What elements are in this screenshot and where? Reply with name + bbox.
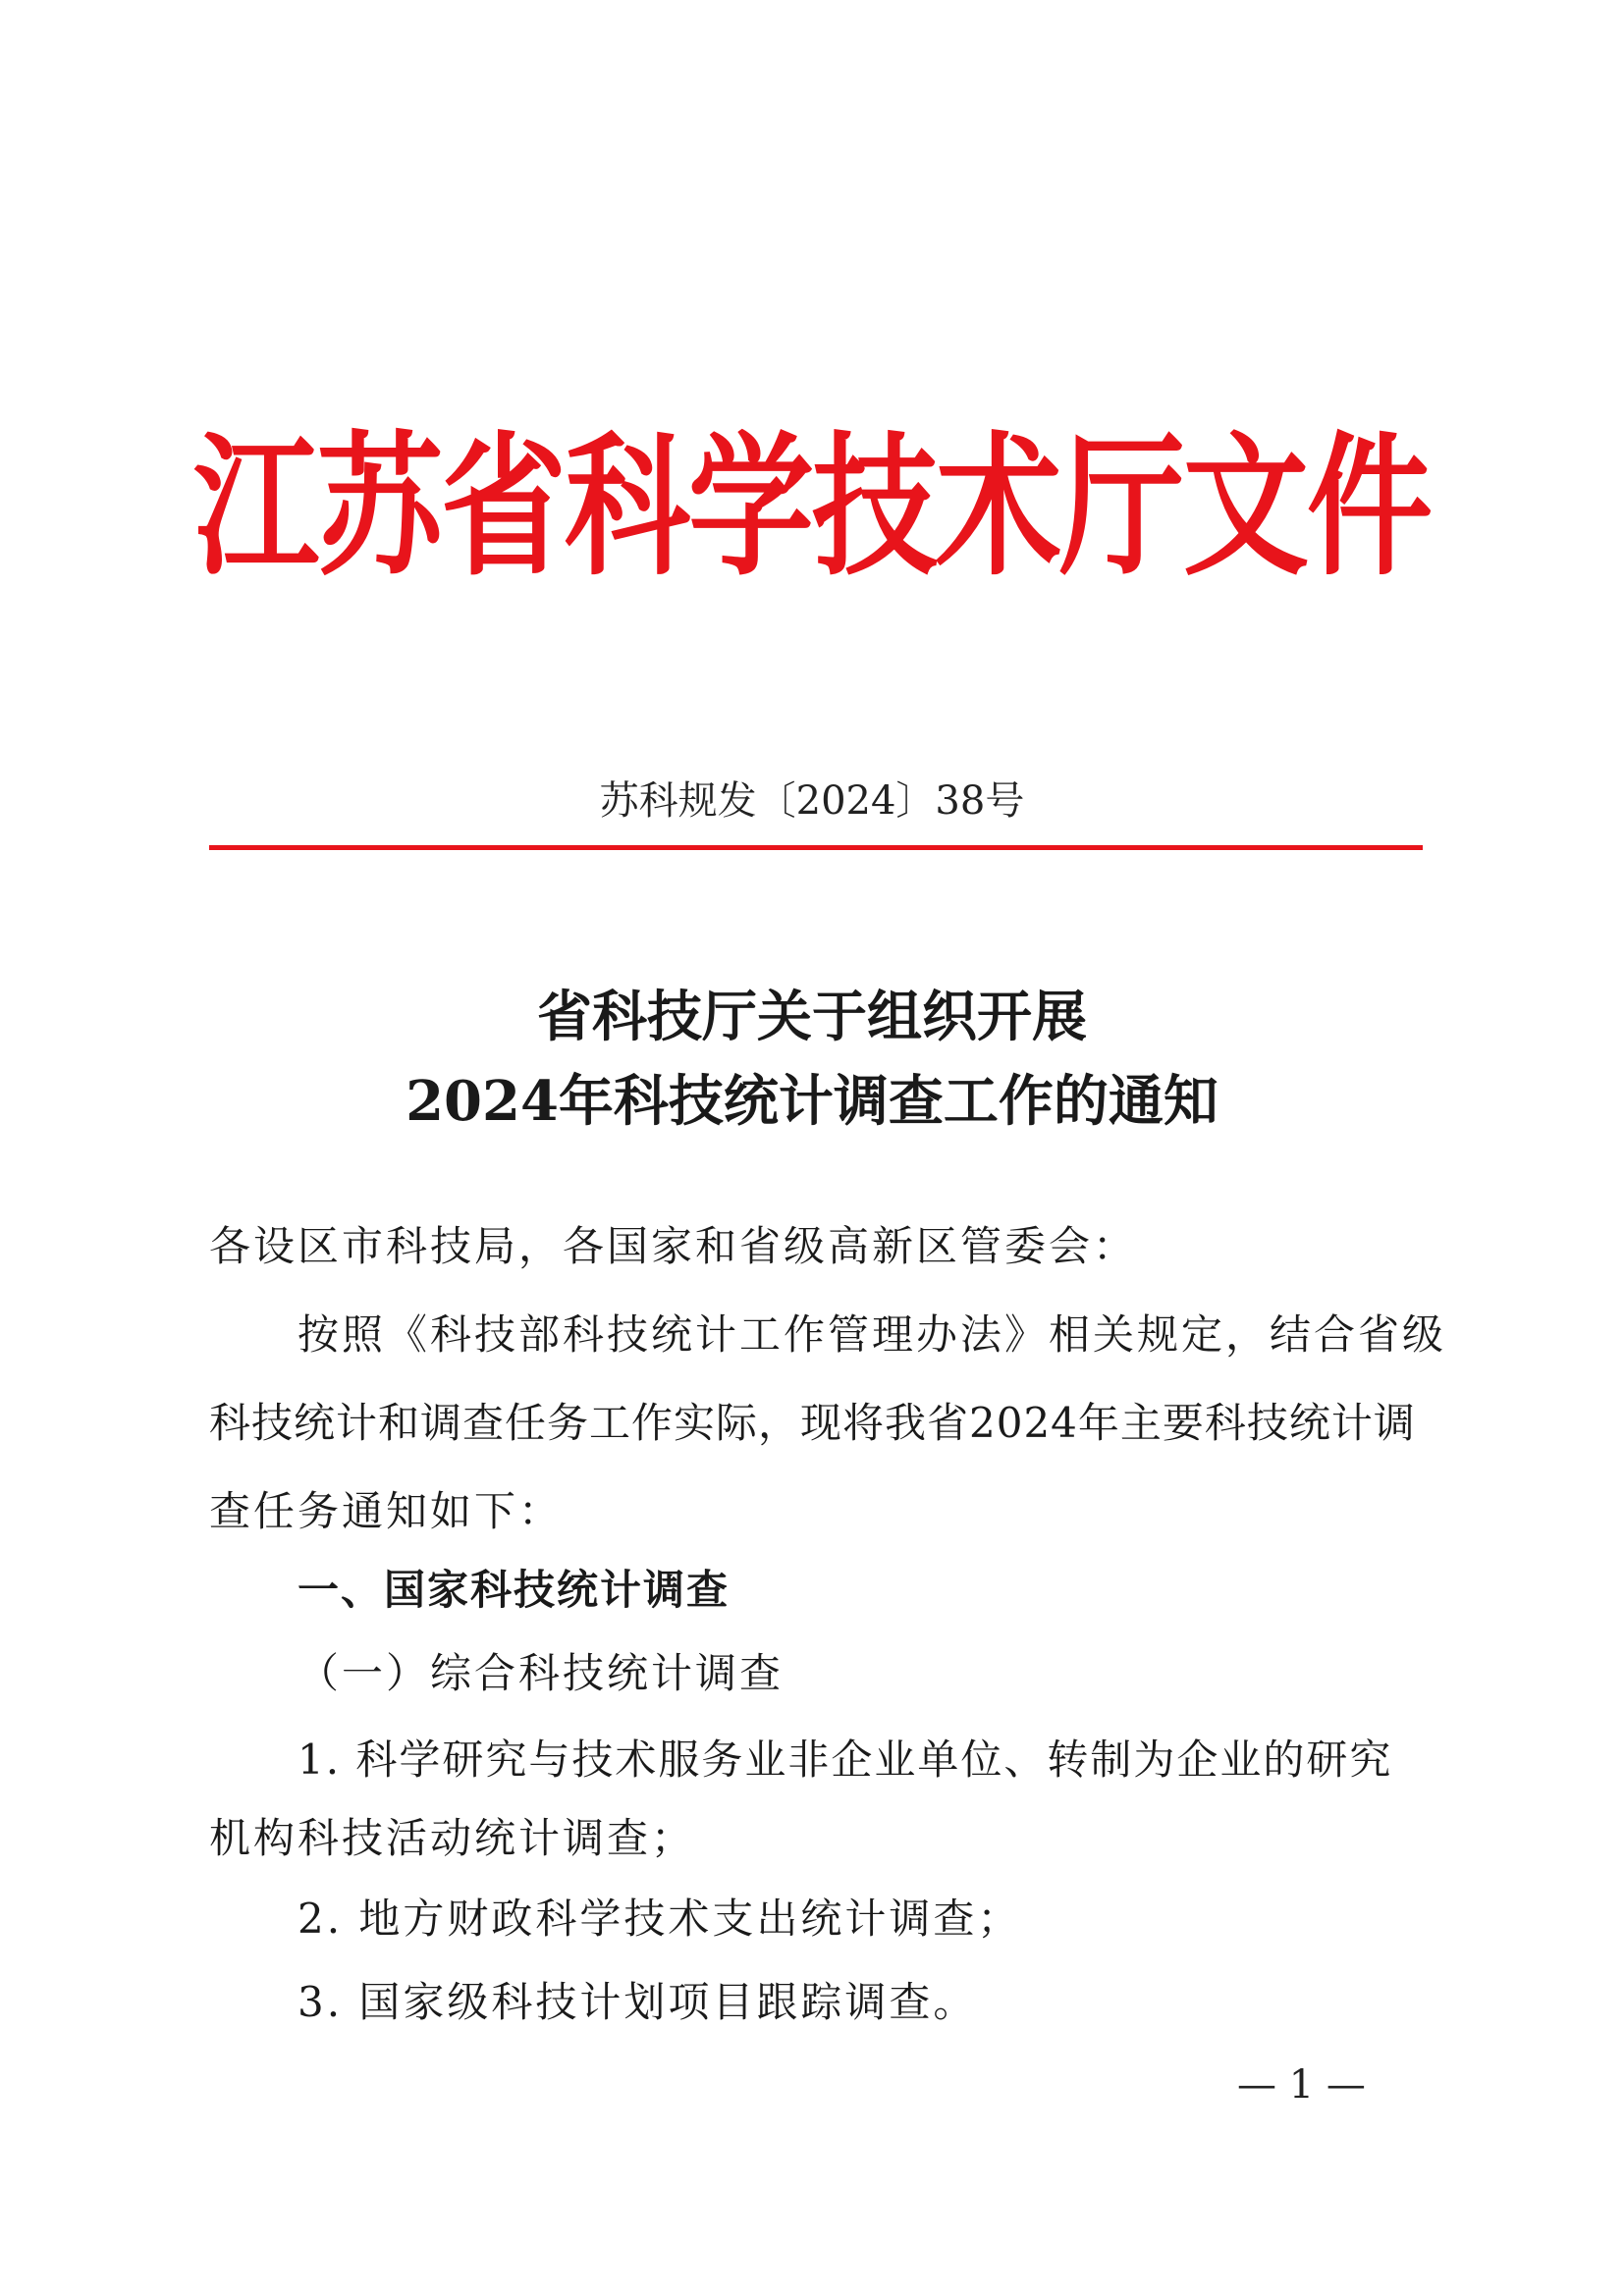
red-divider-rule <box>209 845 1423 850</box>
list-item-1-line-1: 1. 科学研究与技术服务业非企业单位、转制为企业的研究 <box>298 1735 1393 1784</box>
list-item-3: 3. 国家级科技计划项目跟踪调查。 <box>298 1978 978 2026</box>
page-number: — 1 — <box>1237 2062 1366 2108</box>
issuer-title: 江苏省科学技术厅文件 <box>192 418 1431 598</box>
list-item-1-line-2: 机构科技活动统计调查； <box>209 1814 696 1862</box>
list-item-2: 2. 地方财政科学技术支出统计调查； <box>298 1895 1022 1943</box>
intro-paragraph-line-3: 查任务通知如下： <box>209 1487 564 1535</box>
document-number: 苏科规发〔2024〕38号 <box>599 778 1025 824</box>
salutation: 各设区市科技局，各国家和省级高新区管委会： <box>209 1222 1138 1270</box>
subsection-heading: （一）综合科技统计调查 <box>298 1649 785 1697</box>
intro-paragraph-line-2: 科技统计和调查任务工作实际，现将我省2024年主要科技统计调 <box>209 1399 1416 1447</box>
document-title-line-1: 省科技厅关于组织开展 <box>537 985 1087 1049</box>
document-title-line-2: 2024年科技统计调查工作的通知 <box>406 1069 1218 1134</box>
section-heading: 一、国家科技统计调查 <box>298 1566 731 1614</box>
intro-paragraph-line-1: 按照《科技部科技统计工作管理办法》相关规定，结合省级 <box>298 1310 1447 1359</box>
